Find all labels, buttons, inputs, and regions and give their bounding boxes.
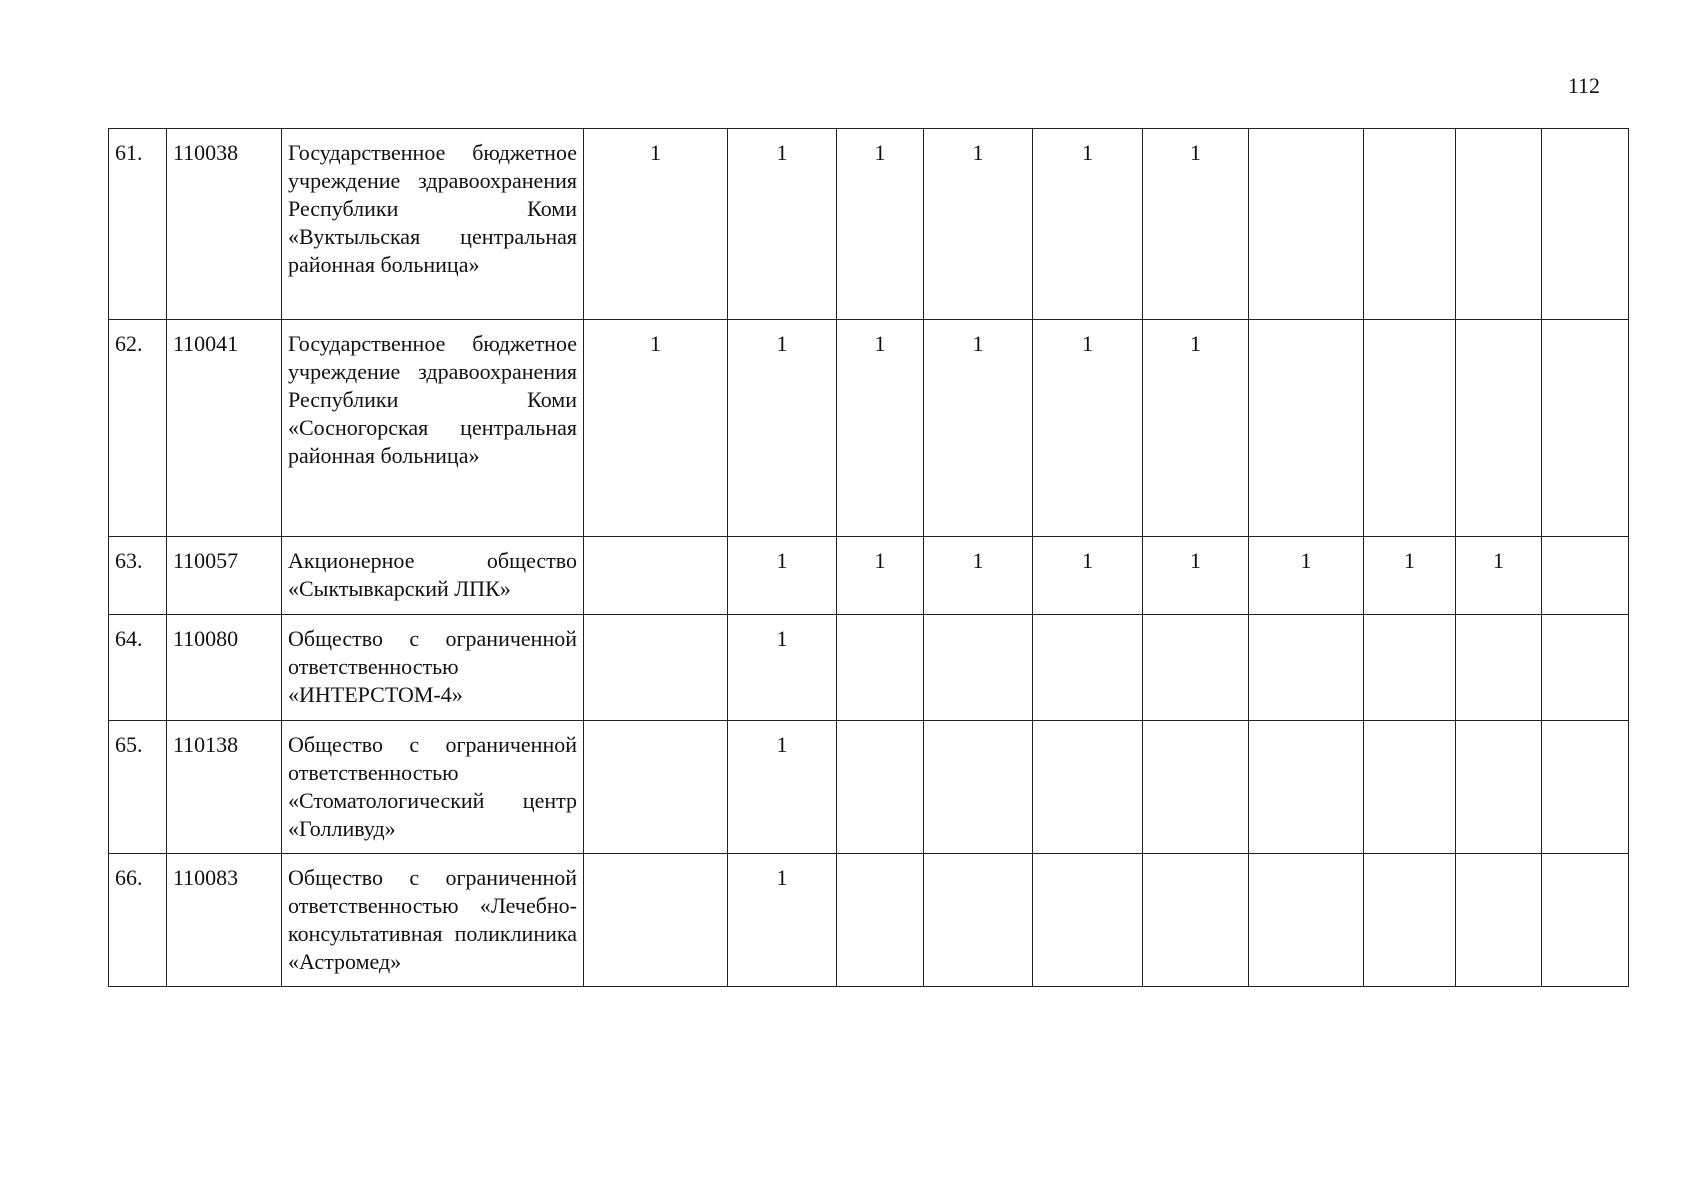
organization-name: Акционерное общество «Сыктывкарский ЛПК» (282, 537, 584, 615)
value-cell: 1 (728, 721, 837, 854)
value-cell (1456, 320, 1542, 537)
value-cell (1456, 854, 1542, 987)
value-cell (1542, 721, 1629, 854)
value-cell: 1 (728, 320, 837, 537)
table-row (109, 721, 1629, 854)
table-row (109, 615, 1629, 721)
value-cell (837, 721, 924, 854)
value-cell: 1 (584, 320, 728, 537)
value-cell: 1 (728, 854, 837, 987)
value-cell: 1 (1456, 537, 1542, 615)
row-number: 66. (109, 854, 167, 987)
table-row (109, 854, 1629, 987)
value-cell: 1 (837, 537, 924, 615)
value-cell: 1 (1249, 537, 1364, 615)
row-number: 61. (109, 129, 167, 320)
page-number: 112 (1567, 73, 1600, 98)
value-cell (584, 721, 728, 854)
value-cell: 1 (924, 320, 1033, 537)
value-cell: 1 (1143, 129, 1249, 320)
value-cell (1364, 129, 1456, 320)
value-cell (837, 854, 924, 987)
value-cell: 1 (728, 615, 837, 721)
value-cell (837, 615, 924, 721)
value-cell (1143, 721, 1249, 854)
value-cell (1033, 615, 1143, 721)
row-code: 110057 (167, 537, 282, 615)
value-cell (1456, 129, 1542, 320)
value-cell: 1 (1033, 129, 1143, 320)
value-cell: 1 (1033, 320, 1143, 537)
value-cell (1456, 615, 1542, 721)
value-cell (1249, 129, 1364, 320)
value-cell (924, 854, 1033, 987)
value-cell (1364, 721, 1456, 854)
row-code: 110080 (167, 615, 282, 721)
value-cell (1249, 320, 1364, 537)
value-cell (1143, 854, 1249, 987)
value-cell (1364, 320, 1456, 537)
value-cell (1542, 129, 1629, 320)
organization-name: Государственное бюджетное учреждение здравоохранения Республики Коми «Вуктыльская центральная районная больница» (282, 129, 584, 320)
row-code: 110083 (167, 854, 282, 987)
table-row (109, 129, 1629, 320)
value-cell: 1 (1143, 537, 1249, 615)
value-cell (1249, 854, 1364, 987)
value-cell (1542, 854, 1629, 987)
organization-name: Общество с ограниченной ответственностью «ИНТЕРСТОМ-4» (282, 615, 584, 721)
value-cell (1033, 721, 1143, 854)
row-number: 63. (109, 537, 167, 615)
row-code: 110041 (167, 320, 282, 537)
value-cell: 1 (924, 537, 1033, 615)
table-row (109, 320, 1629, 537)
row-number: 65. (109, 721, 167, 854)
value-cell: 1 (728, 537, 837, 615)
organization-name: Общество с ограниченной ответственностью «Стоматологический центр «Голливуд» (282, 721, 584, 854)
row-code: 110138 (167, 721, 282, 854)
value-cell (1364, 854, 1456, 987)
value-cell: 1 (728, 129, 837, 320)
row-number: 62. (109, 320, 167, 537)
value-cell (924, 615, 1033, 721)
value-cell: 1 (584, 129, 728, 320)
value-cell (1542, 320, 1629, 537)
value-cell (1033, 854, 1143, 987)
row-code: 110038 (167, 129, 282, 320)
organization-name: Государственное бюджетное учреждение здравоохранения Республики Коми «Сосногорская центральная районная больница» (282, 320, 584, 537)
value-cell (1249, 615, 1364, 721)
table-row (109, 537, 1629, 615)
value-cell (584, 854, 728, 987)
value-cell (584, 615, 728, 721)
registry-table (108, 128, 1629, 987)
value-cell (1143, 615, 1249, 721)
value-cell (1456, 721, 1542, 854)
row-number: 64. (109, 615, 167, 721)
value-cell: 1 (924, 129, 1033, 320)
value-cell (1542, 615, 1629, 721)
value-cell (1249, 721, 1364, 854)
value-cell (1542, 537, 1629, 615)
organization-name: Общество с ограниченной ответственностью «Лечебно-консультативная поликлиника «Астромед» (282, 854, 584, 987)
value-cell (924, 721, 1033, 854)
value-cell: 1 (1143, 320, 1249, 537)
value-cell (584, 537, 728, 615)
value-cell: 1 (837, 129, 924, 320)
value-cell: 1 (1364, 537, 1456, 615)
value-cell: 1 (1033, 537, 1143, 615)
value-cell (1364, 615, 1456, 721)
value-cell: 1 (837, 320, 924, 537)
